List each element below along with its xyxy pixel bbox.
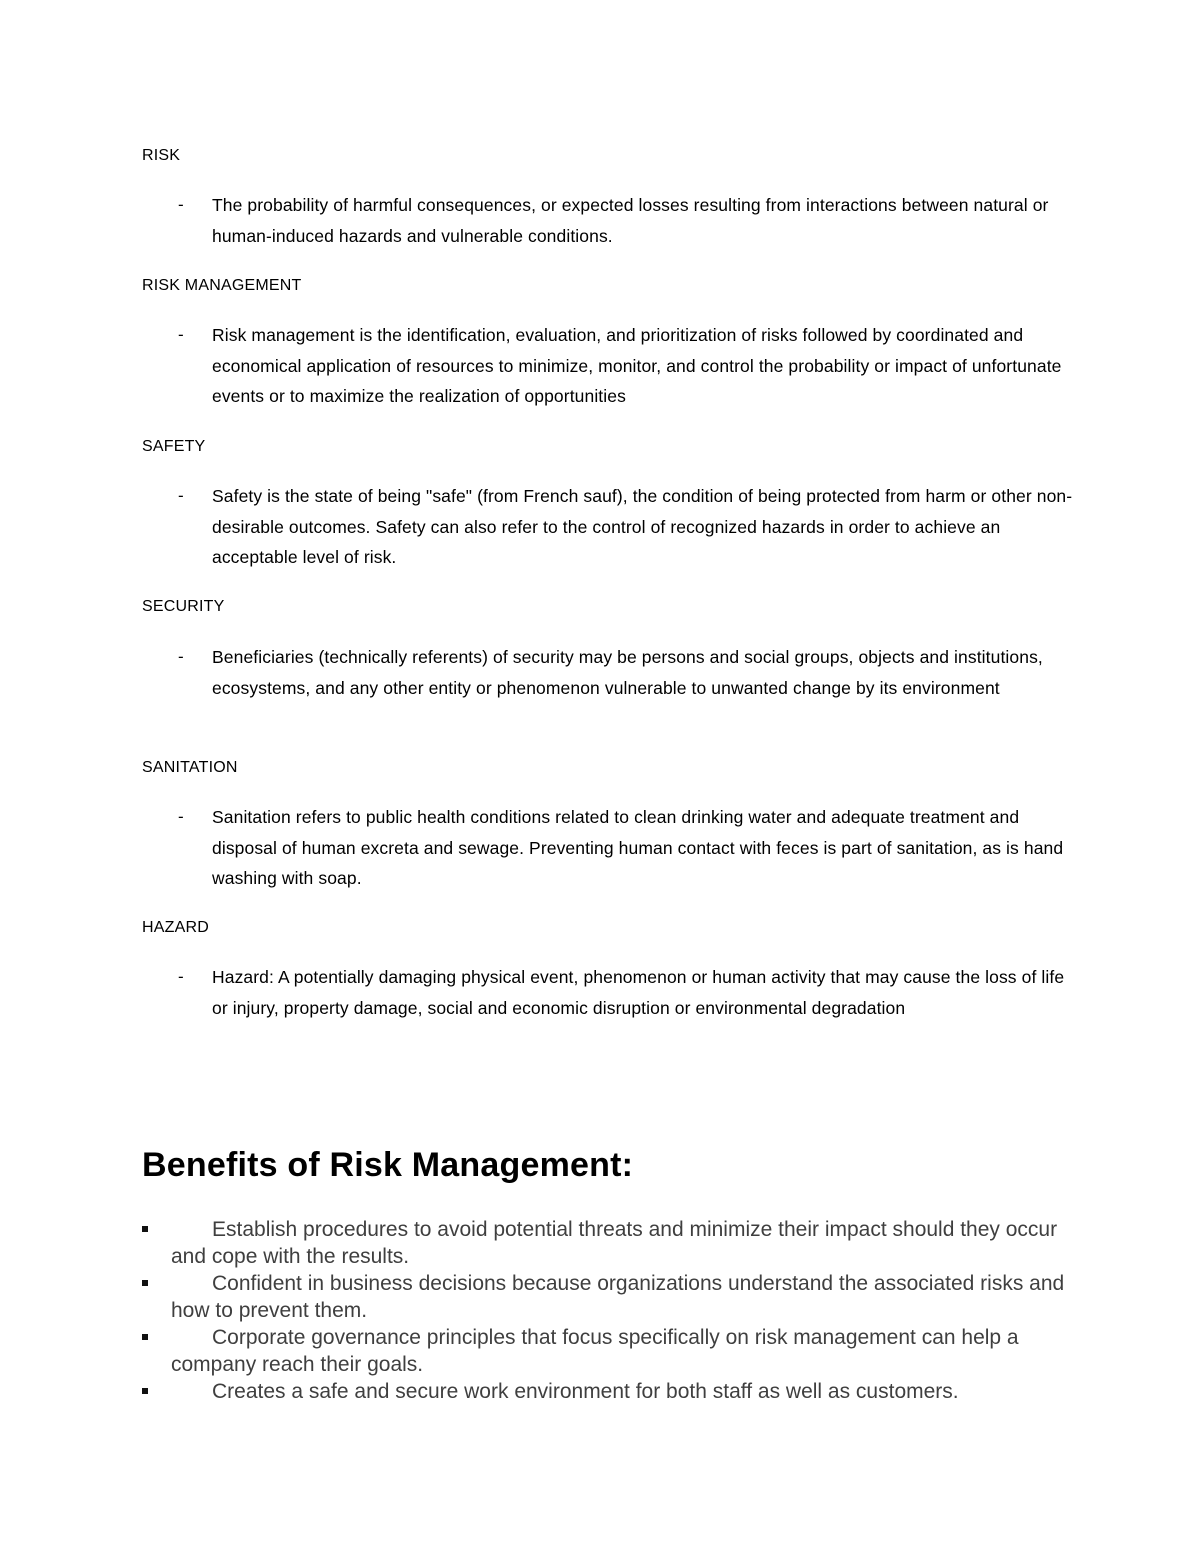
benefit-text: Corporate governance principles that focus specifically on risk management can help a company reach their goals. [171, 1326, 1019, 1376]
definition-text-risk: The probability of harmful consequences, or expected losses resulting from interactions between natural or human-induced hazards and vulnerable conditions. [212, 195, 1049, 246]
list-item [142, 1324, 1072, 1378]
square-bullet-icon [142, 1226, 148, 1232]
dash-marker: - [178, 325, 184, 344]
dash-marker: - [178, 967, 184, 986]
definition-sanitation [142, 802, 1082, 894]
dash-marker: - [178, 807, 184, 826]
square-bullet-icon [142, 1334, 148, 1340]
benefits-heading: Benefits of Risk Management: [142, 1146, 634, 1184]
definition-risk-management [142, 320, 1082, 412]
benefit-text: Creates a safe and secure work environment for both staff as well as customers. [212, 1380, 959, 1403]
definition-text-hazard: Hazard: A potentially damaging physical event, phenomenon or human activity that may cause the loss of life or injury, property damage, social and economic disruption or environmental degradation [212, 967, 1065, 1018]
term-security: SECURITY [142, 598, 225, 615]
benefit-text: Confident in business decisions because organizations understand the associated risks and how to prevent them. [171, 1272, 1065, 1322]
benefits-list [142, 1216, 1072, 1405]
definition-text-security: Beneficiaries (technically referents) of security may be persons and social groups, objects and institutions, ecosystems, and any other entity or phenomenon vulnerable to unwanted change by its environment [212, 647, 1043, 698]
benefit-text: Establish procedures to avoid potential threats and minimize their impact should they occur and cope with the results. [171, 1218, 1058, 1268]
list-item [142, 1270, 1072, 1324]
list-item [142, 1378, 1072, 1405]
definition-hazard [142, 962, 1082, 1023]
term-risk: RISK [142, 147, 181, 164]
definition-risk [142, 190, 1082, 251]
definition-text-risk-management: Risk management is the identification, evaluation, and prioritization of risks followed by coordinated and economical application of resources to minimize, monitor, and control the probability or impact of unfortunate events or to maximize the realization of opportunities [212, 325, 1062, 406]
term-hazard: HAZARD [142, 919, 209, 936]
term-risk-management: RISK MANAGEMENT [142, 277, 302, 294]
definition-text-sanitation: Sanitation refers to public health conditions related to clean drinking water and adequate treatment and disposal of human excreta and sewage. Preventing human contact with feces is part of sanitation, as is hand washing with soap. [212, 807, 1064, 888]
dash-marker: - [178, 486, 184, 505]
dash-marker: - [178, 647, 184, 666]
term-sanitation: SANITATION [142, 759, 238, 776]
definition-security [142, 642, 1082, 703]
dash-marker: - [178, 195, 184, 214]
definition-text-safety: Safety is the state of being "safe" (from French sauf), the condition of being protected from harm or other non-desirable outcomes. Safety can also refer to the control of recognized hazards in order to achieve an acceptable level of risk. [212, 486, 1073, 567]
square-bullet-icon [142, 1388, 148, 1394]
term-safety: SAFETY [142, 438, 206, 455]
square-bullet-icon [142, 1280, 148, 1286]
list-item [142, 1216, 1072, 1270]
definition-safety [142, 481, 1082, 573]
